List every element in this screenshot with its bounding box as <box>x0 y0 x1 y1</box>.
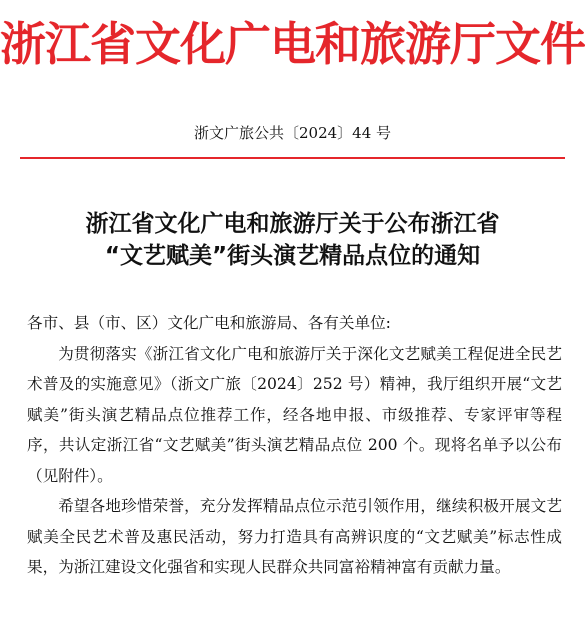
salutation: 各市、县（市、区）文化广电和旅游局、各有关单位: <box>27 314 391 332</box>
issuer-masthead: 浙江省文化广电和旅游厅文件 <box>0 17 585 71</box>
title-line-2: “文艺赋美”街头演艺精品点位的通知 <box>104 243 481 269</box>
red-divider <box>20 157 565 159</box>
body-paragraph-2: 希望各地珍惜荣誉，充分发挥精品点位示范引领作用，继续积极开展文艺赋美全民艺术普及惠民活动，努力打造具有高辨识度的“文艺赋美”标志性成果，为浙江建设文化强省和实现人民群众共同富裕精神富有贡献力量。 <box>27 497 562 576</box>
notice-body <box>27 308 562 583</box>
title-line-1: 浙江省文化广电和旅游厅关于公布浙江省 <box>85 211 500 237</box>
body-paragraph-1: 为贯彻落实《浙江省文化广电和旅游厅关于深化文艺赋美工程促进全民艺术普及的实施意见》（浙文广旅〔2024〕252 号）精神，我厅组织开展“文艺赋美”街头演艺精品点位推荐工作，经各地申报、市级推荐、专家评审等程序，共认定浙江省“文艺赋美”街头演艺精品点位 200 个。现将名单予以公布（见附件）。 <box>27 344 562 485</box>
notice-title <box>0 208 585 272</box>
document-number: 浙文广旅公共〔2024〕44 号 <box>193 124 392 142</box>
